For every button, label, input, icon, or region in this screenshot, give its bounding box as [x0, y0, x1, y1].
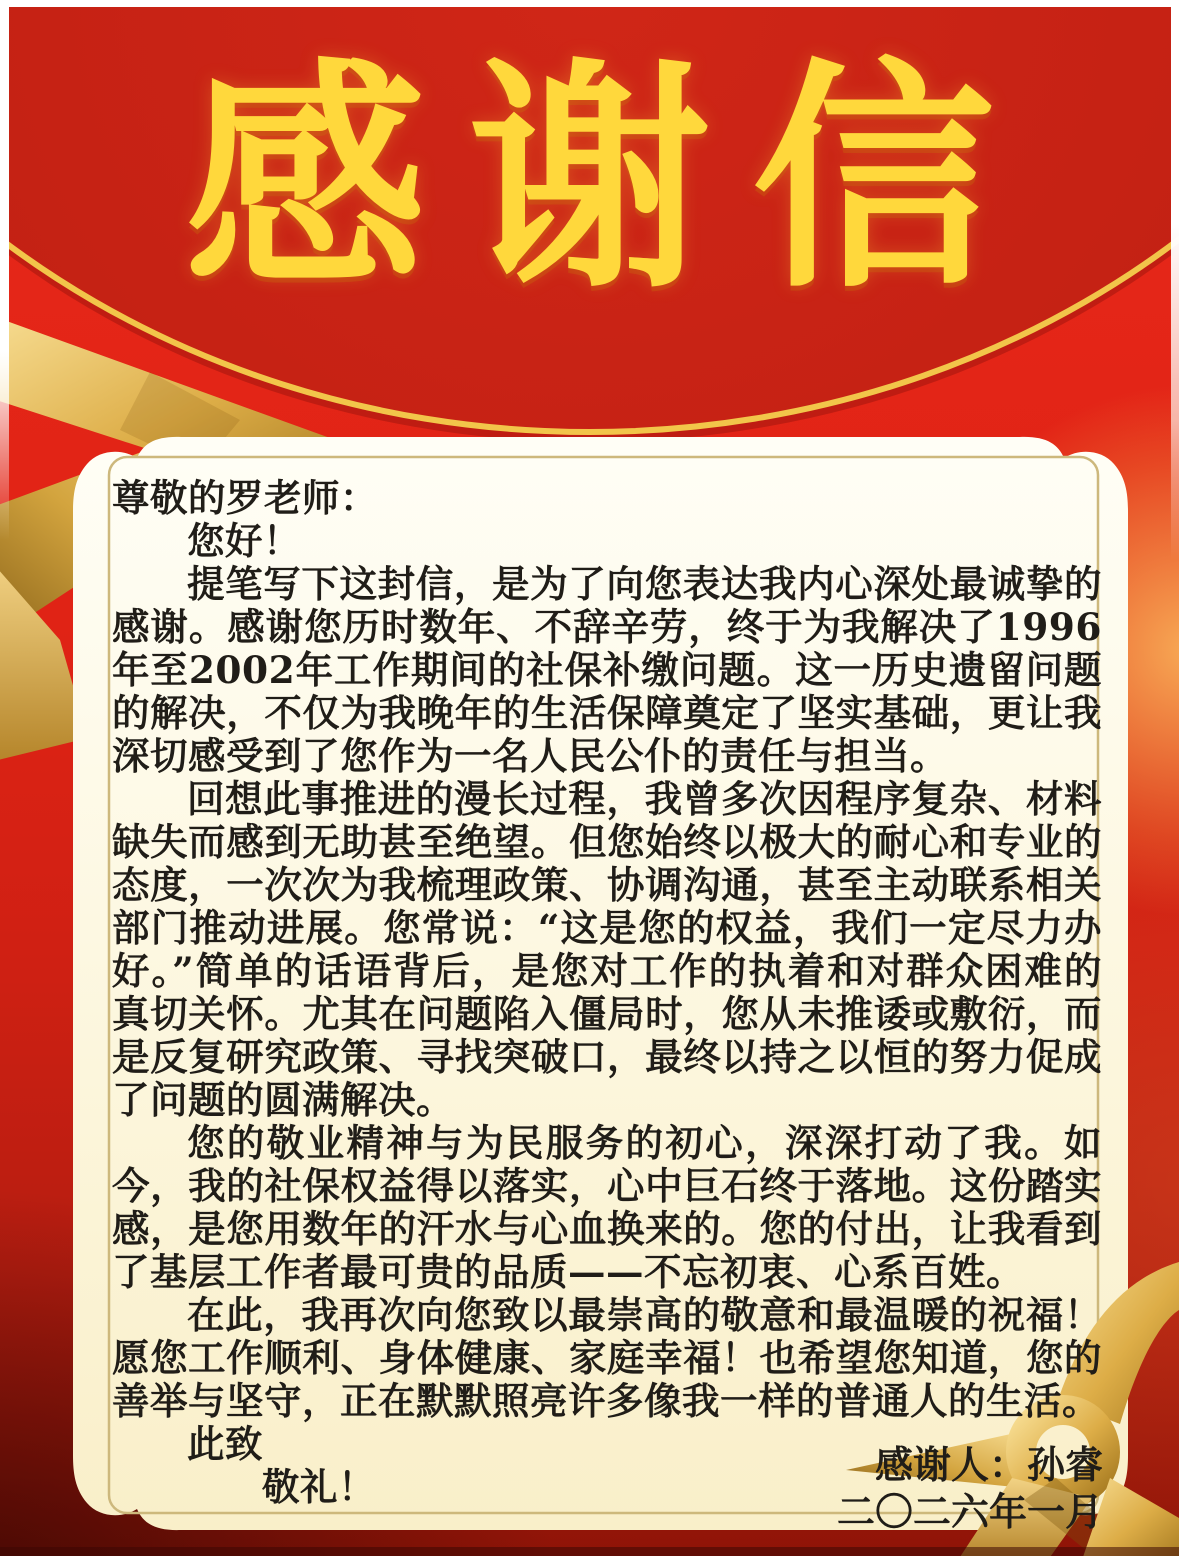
letter-greeting: 您好！ — [187, 519, 301, 563]
photo-frame-left — [0, 0, 9, 540]
photo-frame-top — [0, 0, 1179, 7]
photo-frame-right — [1171, 0, 1179, 560]
letter-closing-cizhi: 此致 — [187, 1422, 263, 1466]
letter-paragraph: 在此，我再次向您致以最崇高的敬意和最温暖的祝福！愿您工作顺利、身体健康、家庭幸福！也希望您知道，您的善举与坚守，正在默默照亮许多像我一样的普通人的生活。 — [112, 1293, 1102, 1423]
signer-line — [643, 1441, 1103, 1488]
letter-paragraph: 您的敬业精神与为民服务的初心，深深打动了我。如今，我的社保权益得以落实，心中巨石终于落地。这份踏实感，是您用数年的汗水与心血换来的。您的付出，让我看到了基层工作者最可贵的品质——不忘初衷、心系百姓。 — [112, 1121, 1102, 1294]
letter-salutation: 尊敬的罗老师： — [112, 476, 378, 520]
letter-closing-jingli: 敬礼！ — [262, 1465, 376, 1509]
signer-label: 感谢人： — [874, 1442, 1027, 1487]
signature-block — [643, 1441, 1103, 1535]
signer-name: 孙睿 — [1026, 1442, 1103, 1487]
letter-paragraph: 回想此事推进的漫长过程，我曾多次因程序复杂、材料缺失而感到无助甚至绝望。但您始终以极大的耐心和专业的态度，一次次为我梳理政策、协调沟通，甚至主动联系相关部门推动进展。您常说：“这是您的权益，我们一定尽力办好。”简单的话语背后，是您对工作的执着和对群众困难的真切关怀。尤其在问题陷入僵局时，您从未推诿或敷衍，而是反复研究政策、寻找突破口，最终以持之以恒的努力促成了问题的圆满解决。 — [112, 777, 1102, 1122]
poster-title: 感谢信 — [184, 39, 1037, 321]
letter-body — [112, 477, 1102, 1509]
photo-frame-bottom — [0, 1547, 1179, 1556]
letter-paragraph: 提笔写下这封信，是为了向您表达我内心深处最诚挚的感谢。感谢您历时数年、不辞辛劳，终于为我解决了1996年至2002年工作期间的社保补缴问题。这一历史遗留问题的解决，不仅为我晚年的生活保障奠定了坚实基础，更让我深切感受到了您作为一名人民公仆的责任与担当。 — [112, 562, 1102, 778]
signature-date: 二〇二六年一月 — [836, 1489, 1103, 1534]
